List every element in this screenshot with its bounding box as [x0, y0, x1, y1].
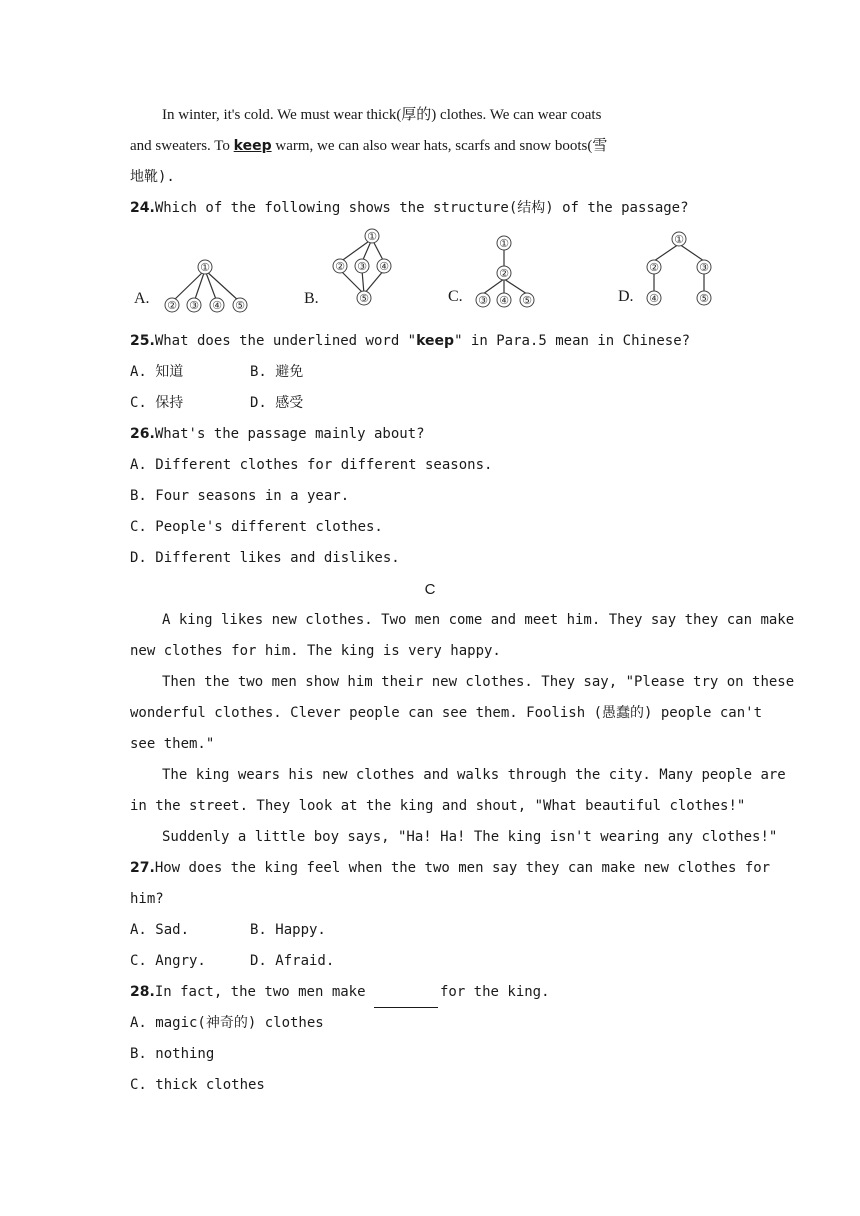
- option-c[interactable]: C. People's different clothes.: [130, 519, 383, 535]
- node-3: ③: [699, 261, 709, 274]
- option-a-letter: A.: [134, 290, 150, 307]
- section-title: C: [424, 581, 436, 598]
- option-a[interactable]: A. Different clothes for different seasons.: [130, 457, 493, 473]
- option-d-letter: D.: [618, 288, 634, 305]
- node-1: ①: [499, 237, 509, 250]
- structure-diagrams: [130, 226, 730, 322]
- node-1: ①: [674, 233, 684, 246]
- node-4: ④: [649, 292, 659, 305]
- option-c[interactable]: C. 保持: [130, 395, 184, 411]
- option-b[interactable]: B. Happy.: [250, 922, 326, 938]
- underlined-word-keep: keep: [233, 138, 272, 154]
- keyword-keep: keep: [416, 333, 455, 349]
- node-5: ⑤: [235, 299, 245, 312]
- question-26: 26.What's the passage mainly about?: [130, 426, 425, 442]
- option-b[interactable]: B. nothing: [130, 1046, 215, 1062]
- option-d[interactable]: D. 感受: [250, 395, 304, 411]
- paragraph-winter-line-2: and sweaters. To keep warm, we can also wear hats, scarfs and snow boots(雪: [130, 138, 608, 154]
- option-b[interactable]: B. Four seasons in a year.: [130, 488, 350, 504]
- tree-diagram-d: [640, 228, 730, 318]
- paragraph-winter-line-1: In winter, it's cold. We must wear thick(厚的) clothes. We can wear coats: [162, 107, 602, 123]
- option-a[interactable]: A. magic(神奇的) clothes: [130, 1015, 324, 1031]
- question-24: [130, 193, 730, 224]
- passage-line: see them.": [130, 736, 215, 752]
- question-28: 28.In fact, the two men make for the king.: [130, 977, 730, 1008]
- option-c-letter: C.: [448, 288, 463, 305]
- node-1: ①: [200, 261, 210, 274]
- option-d[interactable]: D. Afraid.: [250, 953, 335, 969]
- node-4: ④: [499, 294, 509, 307]
- options-row: [130, 915, 730, 946]
- passage-line: wonderful clothes. Clever people can see them. Foolish (愚蠢的) people can't: [130, 705, 763, 721]
- paragraph-winter-line-3: 地靴).: [130, 169, 175, 185]
- node-2: ②: [335, 260, 345, 273]
- node-5: ⑤: [522, 294, 532, 307]
- option-a[interactable]: A. Sad.: [130, 922, 190, 938]
- question-number: 27.: [130, 860, 155, 876]
- passage-line: A king likes new clothes. Two men come and meet him. They say they can make: [162, 612, 795, 628]
- node-3: ③: [357, 260, 367, 273]
- question-number: 28.: [130, 984, 155, 1000]
- question-number: 24.: [130, 200, 155, 216]
- node-3: ③: [478, 294, 488, 307]
- option-b-letter: B.: [304, 290, 319, 307]
- passage-line: Then the two men show him their new clothes. They say, "Please try on these: [162, 674, 795, 690]
- option-c[interactable]: C. Angry.: [130, 953, 206, 969]
- document-page: [130, 100, 795, 1101]
- tree-diagram-c: [470, 232, 550, 318]
- node-5: ⑤: [699, 292, 709, 305]
- question-number: 26.: [130, 426, 155, 442]
- question-number: 25.: [130, 333, 155, 349]
- options-row: [130, 357, 730, 388]
- question-25: 25.What does the underlined word "keep" in Para.5 mean in Chinese?: [130, 333, 691, 349]
- options-row: [130, 388, 730, 419]
- node-4: ④: [212, 299, 222, 312]
- node-1: ①: [367, 230, 377, 243]
- passage-line: in the street. They look at the king and shout, "What beautiful clothes!": [130, 798, 746, 814]
- passage-line: Suddenly a little boy says, "Ha! Ha! The king isn't wearing any clothes!": [162, 829, 778, 845]
- tree-diagram-a: [160, 256, 260, 316]
- node-5: ⑤: [359, 292, 369, 305]
- question-27-cont: him?: [130, 891, 164, 907]
- passage-line: new clothes for him. The king is very happy.: [130, 643, 501, 659]
- passage-line: The king wears his new clothes and walks through the city. Many people are: [162, 767, 786, 783]
- option-d[interactable]: D. Different likes and dislikes.: [130, 550, 400, 566]
- node-4: ④: [379, 260, 389, 273]
- node-2: ②: [167, 299, 177, 312]
- node-3: ③: [189, 299, 199, 312]
- options-row: [130, 946, 730, 977]
- question-27: 27.How does the king feel when the two men say they can make new clothes for: [130, 860, 771, 876]
- tree-diagram-b: [326, 226, 406, 318]
- question-text: Which of the following shows the structure(结构) of the passage?: [154, 200, 689, 216]
- option-a[interactable]: A. 知道: [130, 364, 184, 380]
- node-2: ②: [649, 261, 659, 274]
- node-2: ②: [499, 267, 509, 280]
- option-c[interactable]: C. thick clothes: [130, 1077, 265, 1093]
- option-b[interactable]: B. 避免: [250, 364, 304, 380]
- answer-blank[interactable]: [374, 993, 438, 1008]
